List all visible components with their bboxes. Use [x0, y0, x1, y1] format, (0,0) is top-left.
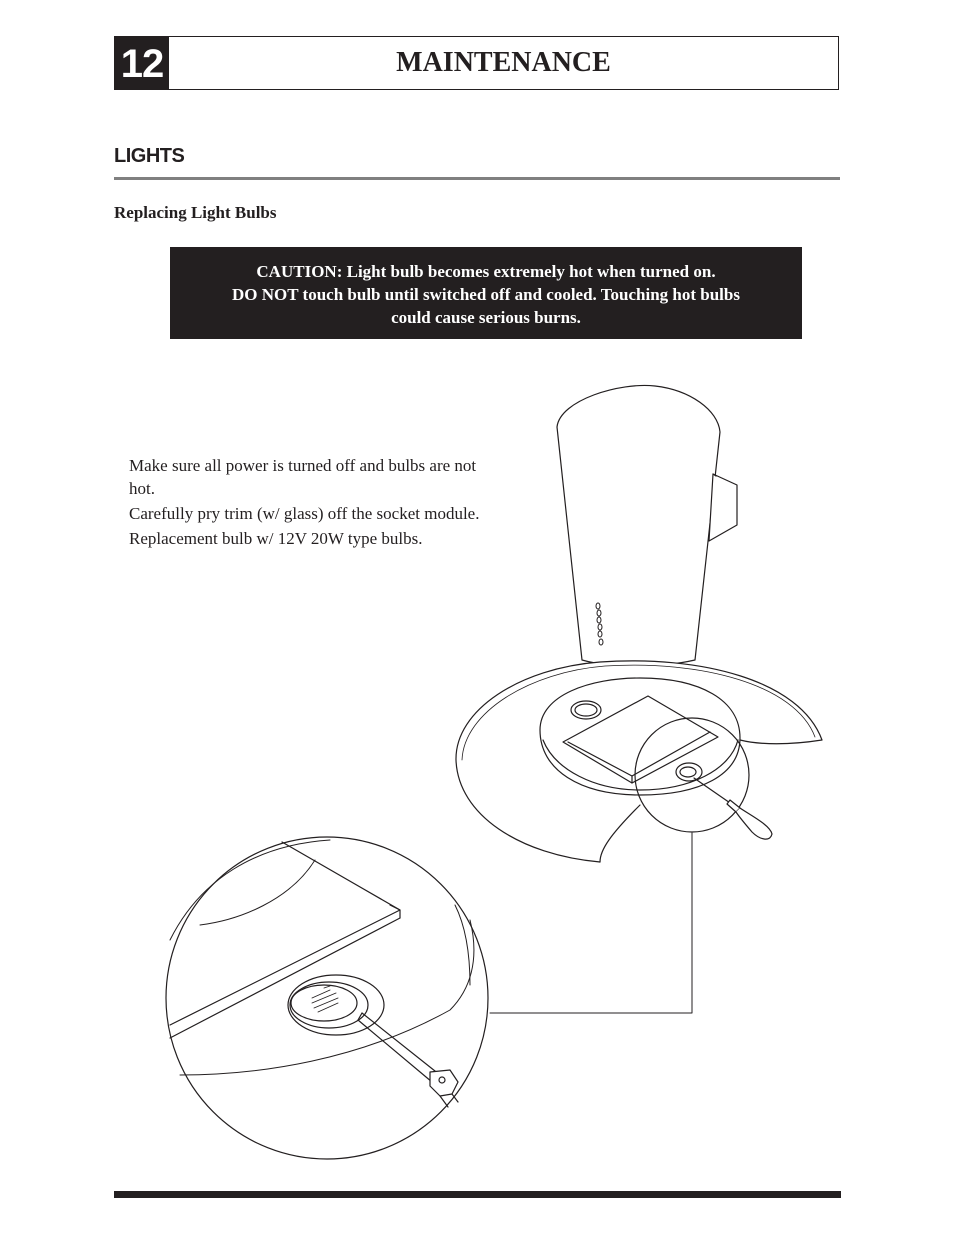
hood-chimney — [557, 385, 737, 666]
hood-lamp-housing — [540, 678, 740, 795]
chapter-title: MAINTENANCE — [396, 47, 611, 78]
caution-line: CAUTION: Light bulb becomes extremely hot when turned on. — [256, 262, 716, 281]
caution-line: DO NOT touch bulb until switched off and cooled. Touching hot bulbs — [232, 285, 740, 304]
caution-line: could cause serious burns. — [391, 308, 581, 327]
magnified-detail — [166, 837, 488, 1159]
section-title: LIGHTS — [114, 145, 185, 167]
footer-rule — [114, 1191, 841, 1198]
chapter-number: 12 — [115, 37, 169, 89]
instruction-step: Make sure all power is turned off and bulbs are not hot. — [129, 456, 477, 498]
subsection-title: Replacing Light Bulbs — [114, 203, 277, 222]
instruction-step: Carefully pry trim (w/ glass) off the socket module. — [129, 504, 480, 523]
instruction-step: Replacement bulb w/ 12V 20W type bulbs. — [129, 529, 423, 548]
